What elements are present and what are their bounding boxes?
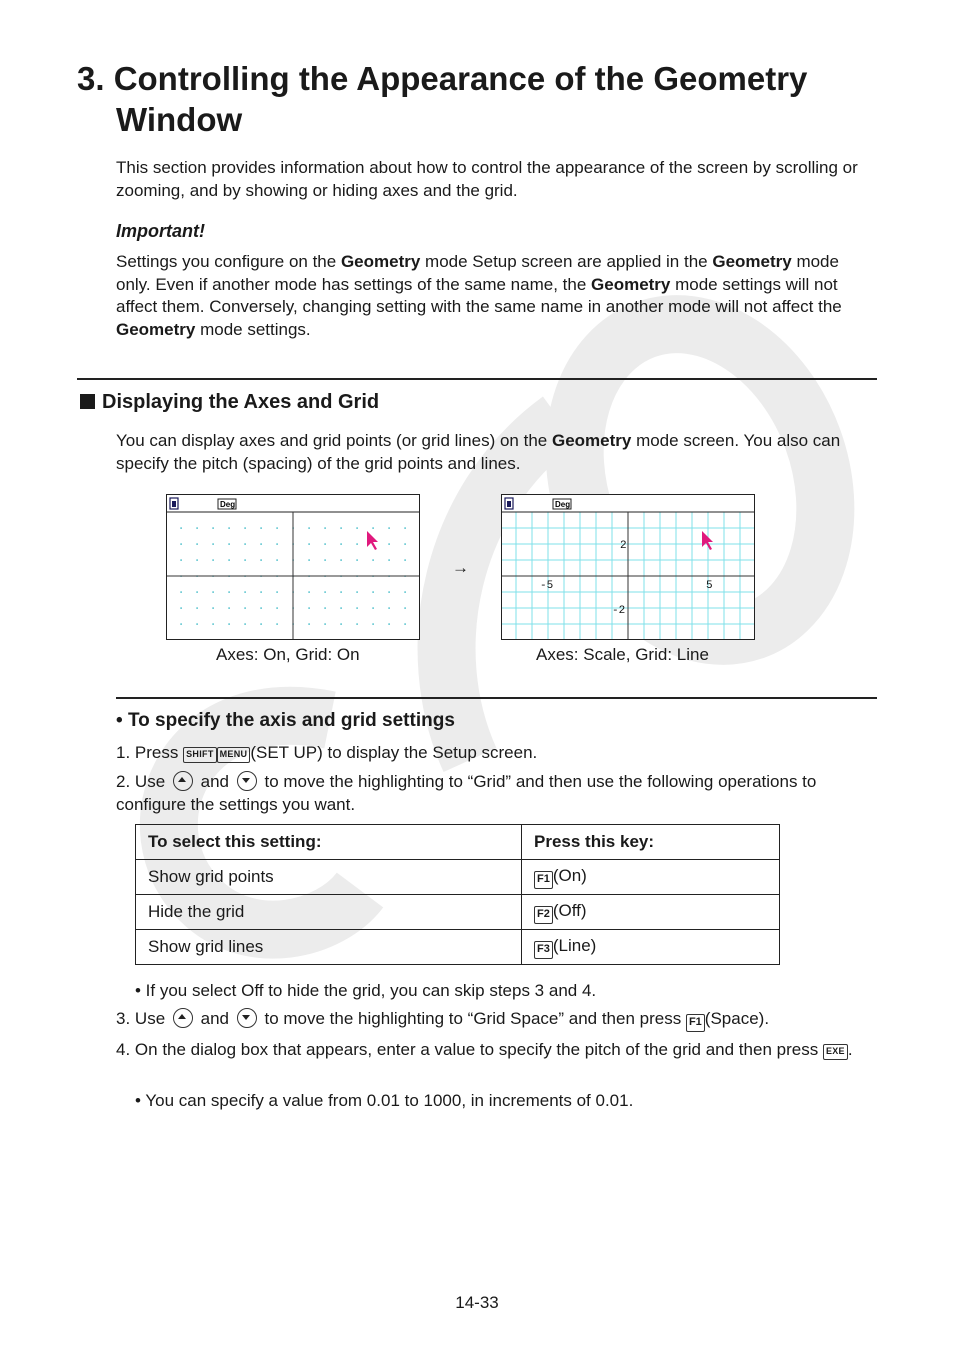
label-y-2: 2 bbox=[620, 540, 627, 552]
grid-dot bbox=[404, 591, 405, 592]
grid-dot bbox=[260, 559, 261, 560]
grid-dot bbox=[372, 559, 373, 560]
grid-dot bbox=[212, 607, 213, 608]
heading-line1: 3. Controlling the Appearance of the Geometry bbox=[77, 60, 808, 97]
grid-dot bbox=[180, 527, 181, 528]
grid-dot bbox=[340, 607, 341, 608]
grid-dot bbox=[372, 607, 373, 608]
grid-dot bbox=[372, 591, 373, 592]
grid-dot bbox=[228, 591, 229, 592]
grid-dot bbox=[308, 623, 309, 624]
row-setting: Show grid points bbox=[136, 860, 522, 895]
grid-dot bbox=[324, 623, 325, 624]
grid-dot bbox=[340, 559, 341, 560]
screen-axes-scale-grid-line bbox=[501, 494, 755, 640]
grid-dot bbox=[260, 591, 261, 592]
grid-dot bbox=[356, 559, 357, 560]
grid-dot bbox=[388, 607, 389, 608]
right-caption: Axes: Scale, Grid: Line bbox=[536, 645, 709, 664]
screen-right-canvas bbox=[502, 495, 754, 639]
grid-dot bbox=[180, 559, 181, 560]
grid-dot bbox=[404, 623, 405, 624]
transition-arrow: → bbox=[452, 558, 469, 577]
row-setting: Hide the grid bbox=[136, 895, 522, 930]
grid-dot bbox=[276, 543, 277, 544]
label-x-5: 5 bbox=[706, 580, 713, 592]
f3-key-icon: F3 bbox=[534, 941, 553, 959]
grid-dot bbox=[340, 543, 341, 544]
label-y-neg2: -2 bbox=[612, 605, 626, 617]
exe-key-icon: EXE bbox=[823, 1044, 848, 1060]
grid-dot bbox=[196, 543, 197, 544]
row-key: F3 (Line) bbox=[522, 930, 780, 965]
grid-dot bbox=[180, 623, 181, 624]
grid-dot bbox=[372, 527, 373, 528]
grid-dot bbox=[388, 543, 389, 544]
grid-dot bbox=[388, 623, 389, 624]
grid-dot bbox=[244, 607, 245, 608]
grid-dot bbox=[212, 623, 213, 624]
row-key: F1 (On) bbox=[522, 860, 780, 895]
grid-dot bbox=[196, 527, 197, 528]
grid-dot bbox=[356, 591, 357, 592]
grid-dot bbox=[260, 607, 261, 608]
note-range: • You can specify a value from 0.01 to 1000, in increments of 0.01. bbox=[135, 1091, 634, 1110]
step-3: 3. Use and to move the highlighting to “Grid Space” and then press F1 (Space). bbox=[116, 1008, 876, 1032]
grid-dot bbox=[244, 543, 245, 544]
grid-dot bbox=[276, 591, 277, 592]
grid-dot bbox=[340, 527, 341, 528]
step-2: 2. Use and to move the highlighting to “Grid” and then use the following operations to configure the settings you want. bbox=[116, 772, 817, 814]
grid-dot bbox=[324, 543, 325, 544]
page-number: 14-33 bbox=[455, 1293, 499, 1312]
square-bullet-icon bbox=[80, 394, 95, 409]
grid-dot bbox=[324, 607, 325, 608]
menu-key-icon: MENU bbox=[217, 747, 251, 763]
page-heading bbox=[77, 58, 867, 140]
table-row bbox=[136, 930, 780, 965]
grid-dot bbox=[244, 591, 245, 592]
header-setting: To select this setting: bbox=[136, 825, 522, 860]
grid-dot bbox=[244, 527, 245, 528]
grid-dot bbox=[260, 527, 261, 528]
grid-dot bbox=[212, 559, 213, 560]
grid-dot bbox=[228, 607, 229, 608]
note-skip: • If you select Off to hide the grid, you can skip steps 3 and 4. bbox=[135, 981, 597, 1000]
grid-dot bbox=[308, 607, 309, 608]
table-row bbox=[136, 895, 780, 930]
svg-text:Deg: Deg bbox=[555, 500, 571, 509]
grid-dot bbox=[228, 543, 229, 544]
svg-text:Deg: Deg bbox=[220, 500, 236, 509]
grid-dot bbox=[196, 591, 197, 592]
section-title: Displaying the Axes and Grid bbox=[80, 391, 379, 414]
grid-dot bbox=[308, 527, 309, 528]
grid-dot bbox=[356, 543, 357, 544]
shift-key-icon: SHIFT bbox=[183, 747, 217, 763]
grid-dot bbox=[196, 623, 197, 624]
up-arrow-key-icon bbox=[173, 1008, 193, 1028]
grid-dot bbox=[244, 623, 245, 624]
label-x-neg5: -5 bbox=[540, 580, 554, 592]
grid-dot bbox=[388, 527, 389, 528]
grid-dot bbox=[372, 623, 373, 624]
grid-dot bbox=[260, 543, 261, 544]
grid-dot bbox=[276, 559, 277, 560]
grid-dot bbox=[180, 607, 181, 608]
step-4: 4. On the dialog box that appears, enter a value to specify the pitch of the grid and then press EXE . bbox=[116, 1040, 853, 1059]
down-arrow-key-icon bbox=[237, 1008, 257, 1028]
grid-dot bbox=[196, 559, 197, 560]
grid-dot bbox=[324, 527, 325, 528]
screen-axes-on-grid-on bbox=[166, 494, 420, 640]
up-arrow-key-icon bbox=[173, 771, 193, 791]
intro-paragraph: This section provides information about how to control the appearance of the screen by scrolling or zooming, and by showing or hiding axes and the grid. bbox=[116, 158, 858, 200]
grid-dot bbox=[388, 559, 389, 560]
table-header-row bbox=[136, 825, 780, 860]
left-caption: Axes: On, Grid: On bbox=[216, 645, 360, 664]
grid-dot bbox=[388, 591, 389, 592]
f1-key-icon: F1 bbox=[686, 1014, 705, 1032]
grid-dot bbox=[356, 527, 357, 528]
grid-dot bbox=[228, 527, 229, 528]
row-key: F2 (Off) bbox=[522, 895, 780, 930]
grid-dot bbox=[212, 527, 213, 528]
grid-dot bbox=[212, 591, 213, 592]
step-1: 1. Press SHIFT MENU (SET UP) to display the Setup screen. bbox=[116, 743, 538, 762]
grid-dot bbox=[308, 543, 309, 544]
cursor-pointer-icon bbox=[367, 531, 378, 550]
section-rule bbox=[77, 378, 877, 380]
grid-dot bbox=[308, 559, 309, 560]
grid-dot bbox=[404, 527, 405, 528]
important-paragraph: Settings you configure on the Geometry mode Setup screen are applied in the Geometry mode only. Even if another mode has settings of the same name, the Geometry mode settings will not affect them. Conversely, changing setting with the same name in another mode will not affect the Geometry mode settings. bbox=[116, 252, 842, 339]
grid-dot bbox=[404, 607, 405, 608]
header-key: Press this key: bbox=[522, 825, 780, 860]
grid-dot bbox=[308, 591, 309, 592]
grid-dot bbox=[276, 623, 277, 624]
table-row bbox=[136, 860, 780, 895]
screen-left-canvas bbox=[167, 495, 419, 639]
grid-dot bbox=[404, 559, 405, 560]
grid-dot bbox=[228, 559, 229, 560]
grid-dot bbox=[276, 527, 277, 528]
grid-dot bbox=[404, 543, 405, 544]
heading-line2: Window bbox=[116, 101, 243, 138]
grid-dot bbox=[340, 623, 341, 624]
section-paragraph: You can display axes and grid points (or grid lines) on the Geometry mode screen. You also can specify the pitch (spacing) of the grid points and lines. bbox=[116, 431, 841, 473]
grid-dot bbox=[260, 623, 261, 624]
grid-dot bbox=[180, 591, 181, 592]
grid-dot bbox=[180, 543, 181, 544]
procedure-rule bbox=[116, 697, 877, 699]
f1-key-icon: F1 bbox=[534, 871, 553, 889]
settings-table bbox=[135, 824, 780, 965]
grid-dot bbox=[244, 559, 245, 560]
important-label: Important! bbox=[116, 221, 205, 241]
grid-dot bbox=[356, 623, 357, 624]
grid-dot bbox=[212, 543, 213, 544]
grid-dot bbox=[324, 559, 325, 560]
grid-dot bbox=[324, 591, 325, 592]
grid-dot bbox=[340, 591, 341, 592]
procedure-title: • To specify the axis and grid settings bbox=[116, 710, 455, 731]
down-arrow-key-icon bbox=[237, 771, 257, 791]
grid-dot bbox=[196, 607, 197, 608]
grid-dot bbox=[276, 607, 277, 608]
grid-dot bbox=[228, 623, 229, 624]
f2-key-icon: F2 bbox=[534, 906, 553, 924]
row-setting: Show grid lines bbox=[136, 930, 522, 965]
grid-dot bbox=[356, 607, 357, 608]
